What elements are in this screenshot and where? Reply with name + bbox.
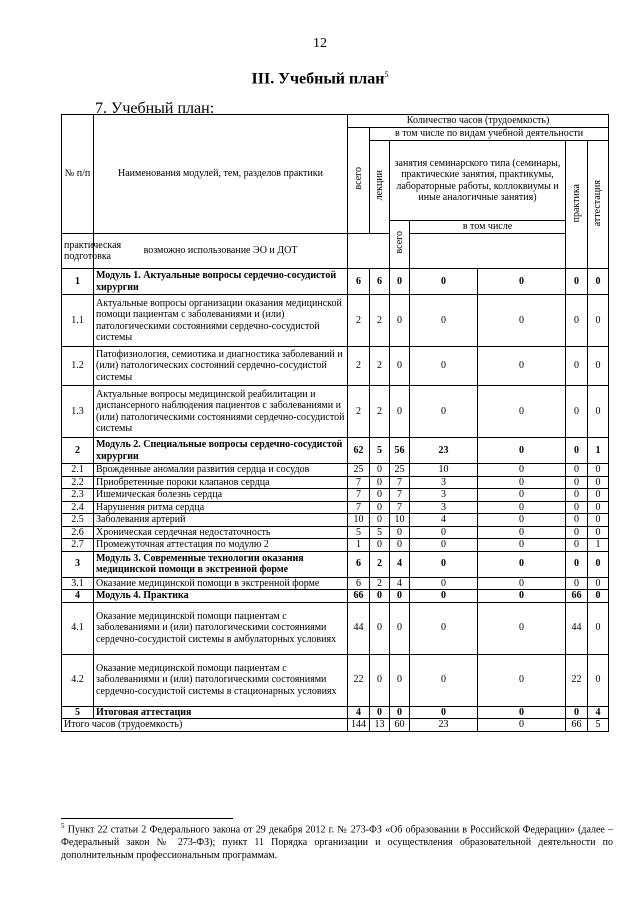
row-value: 0: [410, 386, 478, 438]
row-value: 0: [588, 476, 609, 489]
row-value: 0: [410, 577, 478, 590]
header-lectures-text: лекции: [373, 170, 385, 201]
row-number: 2.2: [62, 476, 94, 489]
row-name: Патофизиология, семиотика и диагностика заболеваний и (или) патологических состояний сердечно-сосудистой системы: [94, 347, 348, 386]
footnote-text: Пункт 22 статьи 2 Федерального закона от 29 декабря 2012 г. № 273-ФЗ «Об образовании в Российской Федерации» (далее – Федеральный закон № 273-ФЗ); пункт 11 Порядка организации и осуществления образовательной деятельности по дополнительным профессиональным программам.: [61, 824, 614, 862]
table-row: [62, 269, 609, 295]
table-row: [62, 551, 609, 577]
header-hours: Количество часов (трудоемкость): [348, 115, 609, 128]
total-value: 13: [370, 719, 390, 732]
row-value: 0: [588, 654, 609, 706]
row-number: 2.5: [62, 514, 94, 527]
row-value: 56: [390, 438, 410, 464]
row-value: 10: [348, 514, 370, 527]
total-value: 144: [348, 719, 370, 732]
row-value: 6: [370, 269, 390, 295]
row-value: 62: [348, 438, 370, 464]
row-value: 0: [588, 269, 609, 295]
row-value: 4: [390, 551, 410, 577]
row-value: 0: [566, 386, 588, 438]
row-value: 1: [588, 438, 609, 464]
row-value: 0: [478, 602, 566, 654]
table-row: [62, 590, 609, 603]
row-value: 0: [478, 386, 566, 438]
table-row: [62, 706, 609, 719]
row-value: 0: [410, 590, 478, 603]
row-value: 0: [566, 347, 588, 386]
row-value: 0: [566, 476, 588, 489]
row-value: 0: [588, 501, 609, 514]
plan-subtitle: 7. Учебный план:: [95, 100, 215, 117]
row-value: 0: [478, 438, 566, 464]
row-value: 0: [588, 551, 609, 577]
row-value: 0: [410, 654, 478, 706]
section-title-text: III. Учебный план: [251, 70, 385, 88]
row-value: 0: [566, 577, 588, 590]
row-value: 0: [410, 602, 478, 654]
row-value: 0: [370, 602, 390, 654]
row-number: 5: [62, 706, 94, 719]
row-value: 0: [410, 706, 478, 719]
total-value: 5: [588, 719, 609, 732]
total-value: 23: [410, 719, 478, 732]
row-number: 2: [62, 438, 94, 464]
header-practical-training: практическая подготовка: [62, 234, 94, 269]
row-value: 2: [370, 386, 390, 438]
row-value: 0: [478, 269, 566, 295]
row-value: 0: [588, 464, 609, 477]
row-value: 0: [588, 590, 609, 603]
row-value: 7: [348, 476, 370, 489]
row-value: 0: [410, 269, 478, 295]
row-value: 0: [370, 514, 390, 527]
row-value: 25: [348, 464, 370, 477]
row-value: 0: [478, 590, 566, 603]
row-value: 0: [478, 514, 566, 527]
row-value: 1: [348, 539, 370, 552]
row-value: 4: [348, 706, 370, 719]
table-row: [62, 526, 609, 539]
row-value: 0: [410, 526, 478, 539]
row-value: 0: [410, 347, 478, 386]
table-row: [62, 654, 609, 706]
row-value: 0: [410, 551, 478, 577]
row-name: Оказание медицинской помощи пациентам с заболеваниями и (или) патологическими состояниями сердечно-сосудистой системы в амбулаторных условиях: [94, 602, 348, 654]
row-number: 1: [62, 269, 94, 295]
row-value: 0: [478, 464, 566, 477]
row-value: 22: [566, 654, 588, 706]
row-value: 0: [566, 438, 588, 464]
row-value: 0: [370, 590, 390, 603]
footnote-ref: 5: [384, 70, 389, 79]
row-value: 0: [478, 706, 566, 719]
row-value: 6: [348, 551, 370, 577]
row-value: 44: [348, 602, 370, 654]
row-value: 2: [348, 295, 370, 347]
row-value: 0: [390, 602, 410, 654]
row-value: 0: [370, 464, 390, 477]
row-value: 0: [390, 386, 410, 438]
row-name: Ишемическая болезнь сердца: [94, 489, 348, 502]
row-value: 0: [478, 526, 566, 539]
row-name: Итоговая аттестация: [94, 706, 348, 719]
row-value: 0: [566, 514, 588, 527]
row-value: 0: [390, 706, 410, 719]
row-value: 0: [390, 526, 410, 539]
row-value: 0: [566, 489, 588, 502]
footnote-mark: 5: [61, 822, 65, 830]
row-number: 1.2: [62, 347, 94, 386]
row-value: 66: [566, 590, 588, 603]
row-value: 0: [588, 514, 609, 527]
row-value: 10: [410, 464, 478, 477]
header-practice-text: практика: [570, 183, 582, 222]
row-value: 2: [370, 551, 390, 577]
table-row: [62, 602, 609, 654]
row-value: 0: [390, 269, 410, 295]
row-value: 0: [478, 347, 566, 386]
row-value: 7: [348, 501, 370, 514]
total-value: 0: [478, 719, 566, 732]
total-value: 66: [566, 719, 588, 732]
row-value: 2: [370, 295, 390, 347]
total-row: [62, 719, 609, 732]
section-title: [0, 70, 640, 88]
table-row: [62, 539, 609, 552]
header-sem-total-text: всего: [393, 231, 405, 254]
row-value: 0: [566, 706, 588, 719]
row-name: Модуль 1. Актуальные вопросы сердечно-сосудистой хирургии: [94, 269, 348, 295]
row-name: Оказание медицинской помощи пациентам с заболеваниями и (или) патологическими состояниями сердечно-сосудистой системы в стационарных условиях: [94, 654, 348, 706]
row-number: 4: [62, 590, 94, 603]
header-eo-dot: возможно использование ЭО и ДОТ: [94, 234, 348, 269]
row-number: 1.1: [62, 295, 94, 347]
row-name: Заболевания артерий: [94, 514, 348, 527]
row-value: 0: [370, 476, 390, 489]
row-number: 4.1: [62, 602, 94, 654]
row-value: 0: [566, 501, 588, 514]
row-value: 2: [348, 347, 370, 386]
row-value: 0: [390, 295, 410, 347]
row-value: 0: [566, 526, 588, 539]
curriculum-table: [61, 114, 609, 732]
row-value: 0: [566, 539, 588, 552]
total-value: 60: [390, 719, 410, 732]
row-value: 7: [348, 489, 370, 502]
footnote-divider: [61, 818, 233, 819]
row-value: 5: [370, 438, 390, 464]
row-value: 0: [588, 602, 609, 654]
header-practice: [566, 141, 588, 269]
row-value: 6: [348, 577, 370, 590]
row-name: Хроническая сердечная недостаточность: [94, 526, 348, 539]
row-name: Приобретенные пороки клапанов сердца: [94, 476, 348, 489]
row-value: 0: [588, 526, 609, 539]
row-value: 6: [348, 269, 370, 295]
header-by-type: в том числе по видам учебной деятельности: [370, 128, 609, 141]
row-number: 3.1: [62, 577, 94, 590]
total-label: Итого часов (трудоемкость): [62, 719, 348, 732]
row-value: 4: [410, 514, 478, 527]
row-name: Актуальные вопросы организации оказания медицинской помощи пациентам с заболеваниями и (или) патологическими состояниями сердечно-сосудистой системы: [94, 295, 348, 347]
row-number: 2.6: [62, 526, 94, 539]
row-value: 1: [588, 539, 609, 552]
row-value: 0: [478, 539, 566, 552]
row-value: 0: [588, 295, 609, 347]
row-value: 4: [588, 706, 609, 719]
row-value: 3: [410, 501, 478, 514]
header-name: Наименования модулей, тем, разделов практики: [94, 115, 348, 234]
table-row: [62, 489, 609, 502]
row-value: 0: [478, 295, 566, 347]
row-value: 0: [478, 551, 566, 577]
row-value: 22: [348, 654, 370, 706]
table-row: [62, 295, 609, 347]
row-value: 0: [478, 501, 566, 514]
row-name: Актуальные вопросы медицинской реабилитации и диспансерного наблюдения пациентов с заболеваниями и (или) патологическими состояниями сердечно-сосудистой системы: [94, 386, 348, 438]
row-value: 0: [566, 295, 588, 347]
page-number: 12: [313, 36, 327, 51]
row-value: 5: [348, 526, 370, 539]
row-name: Врожденные аномалии развития сердца и сосудов: [94, 464, 348, 477]
row-value: 0: [370, 489, 390, 502]
row-name: Модуль 2. Специальные вопросы сердечно-сосудистой хирургии: [94, 438, 348, 464]
row-value: 0: [566, 464, 588, 477]
row-value: 0: [588, 577, 609, 590]
row-value: 23: [410, 438, 478, 464]
row-value: 0: [390, 654, 410, 706]
table-row: [62, 438, 609, 464]
row-value: 0: [478, 476, 566, 489]
row-value: 4: [390, 577, 410, 590]
row-value: 2: [348, 386, 370, 438]
row-value: 25: [390, 464, 410, 477]
row-value: 3: [410, 476, 478, 489]
row-value: 0: [588, 386, 609, 438]
row-value: 2: [370, 347, 390, 386]
row-value: 0: [410, 295, 478, 347]
row-name: Нарушения ритма сердца: [94, 501, 348, 514]
row-number: 2.7: [62, 539, 94, 552]
row-value: 0: [566, 551, 588, 577]
header-num: № п/п: [62, 115, 94, 234]
row-number: 2.1: [62, 464, 94, 477]
row-value: 0: [370, 539, 390, 552]
row-number: 2.3: [62, 489, 94, 502]
row-value: 0: [410, 539, 478, 552]
table-row: [62, 386, 609, 438]
row-value: 0: [390, 539, 410, 552]
row-value: 0: [478, 654, 566, 706]
row-value: 2: [370, 577, 390, 590]
row-value: 66: [348, 590, 370, 603]
header-seminar: занятия семинарского типа (семинары, практические занятия, практикумы, лабораторные работы, коллоквиумы и иные аналогичные занятия): [390, 141, 566, 221]
table-row: [62, 577, 609, 590]
row-value: 44: [566, 602, 588, 654]
header-lectures: [370, 141, 390, 234]
row-name: Модуль 3. Современные технологии оказания медицинской помощи в экстренной форме: [94, 551, 348, 577]
row-value: 0: [370, 706, 390, 719]
header-total: [348, 128, 370, 234]
table-row: [62, 476, 609, 489]
footnote: [61, 822, 613, 862]
row-name: Промежуточная аттестация по модулю 2: [94, 539, 348, 552]
row-name: Модуль 4. Практика: [94, 590, 348, 603]
table-row: [62, 347, 609, 386]
row-value: 7: [390, 501, 410, 514]
table-row: [62, 501, 609, 514]
header-including: в том числе: [410, 221, 566, 234]
row-number: 2.4: [62, 501, 94, 514]
row-value: 0: [370, 501, 390, 514]
row-value: 0: [588, 347, 609, 386]
row-number: 1.3: [62, 386, 94, 438]
row-number: 3: [62, 551, 94, 577]
header-attestation-text: аттестация: [592, 179, 604, 226]
row-value: 0: [566, 269, 588, 295]
row-value: 7: [390, 476, 410, 489]
header-attestation: [588, 141, 609, 269]
row-value: 10: [390, 514, 410, 527]
header-sem-total: [390, 221, 410, 269]
row-value: 0: [588, 489, 609, 502]
table-row: [62, 514, 609, 527]
row-name: Оказание медицинской помощи в экстренной форме: [94, 577, 348, 590]
row-value: 0: [478, 577, 566, 590]
table-row: [62, 464, 609, 477]
row-value: 0: [390, 590, 410, 603]
row-value: 0: [390, 347, 410, 386]
row-value: 5: [370, 526, 390, 539]
row-value: 3: [410, 489, 478, 502]
row-number: 4.2: [62, 654, 94, 706]
header-total-text: всего: [352, 167, 364, 190]
row-value: 0: [370, 654, 390, 706]
row-value: 0: [478, 489, 566, 502]
row-value: 7: [390, 489, 410, 502]
